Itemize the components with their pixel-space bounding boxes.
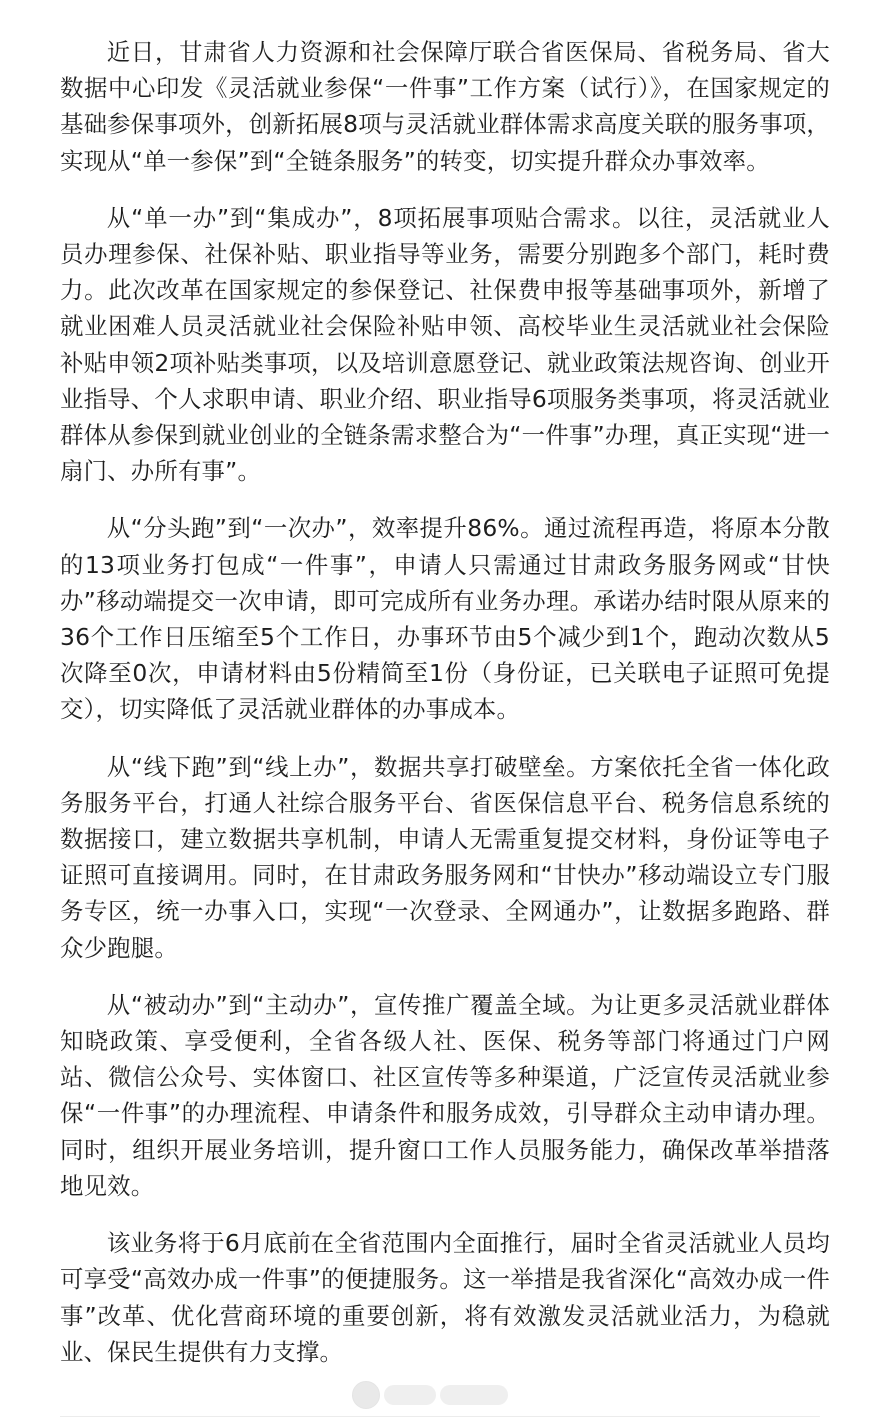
watermark xyxy=(352,1380,510,1410)
watermark-bar xyxy=(440,1385,508,1405)
bottom-divider xyxy=(60,1416,820,1417)
paragraph-intro: 近日，甘肃省人力资源和社会保障厅联合省医保局、省税务局、省大数据中心印发《灵活就业参保“一件事”工作方案（试行）》，在国家规定的基础参保事项外，创新拓展8项与灵活就业群体需求高度关联的服务事项，实现从“单一参保”到“全链条服务”的转变，切实提升群众办事效率。 xyxy=(60,38,830,175)
paragraph-online-service: 从“线下跑”到“线上办”，数据共享打破壁垒。方案依托全省一体化政务服务平台，打通人社综合服务平台、省医保信息平台、税务信息系统的数据接口，建立数据共享机制，申请人无需重复提交材料，身份证等电子证照可直接调用。同时，在甘肃政务服务网和“甘快办”移动端设立专门服务专区，统一办事入口，实现“一次登录、全网通办”，让数据多跑路、群众少跑腿。 xyxy=(60,752,830,962)
paragraph-integrated-service: 从“单一办”到“集成办”，8项拓展事项贴合需求。以往，灵活就业人员办理参保、社保补贴、职业指导等业务，需要分别跑多个部门，耗时费力。此次改革在国家规定的参保登记、社保费申报等基础事项外，新增了就业困难人员灵活就业社会保险补贴申领、高校毕业生灵活就业社会保险补贴申领2项补贴类事项，以及培训意愿登记、就业政策法规咨询、创业开业指导、个人求职申请、职业介绍、职业指导6项服务类事项，将灵活就业群体从参保到就业创业的全链条需求整合为“一件事”办理，真正实现“进一扇门、办所有事”。 xyxy=(60,203,830,486)
paragraph-one-time-service: 从“分头跑”到“一次办”，效率提升86%。通过流程再造，将原本分散的13项业务打包成“一件事”，申请人只需通过甘肃政务服务网或“甘快办”移动端提交一次申请，即可完成所有业务办理。承诺办结时限从原来的36个工作日压缩至5个工作日，办事环节由5个减少到1个，跑动次数从5次降至0次，申请材料由5份精简至1份（身份证，已关联电子证照可免提交），切实降低了灵活就业群体的办事成本。 xyxy=(60,514,830,724)
watermark-logo-icon xyxy=(352,1381,380,1409)
paragraph-proactive-service: 从“被动办”到“主动办”，宣传推广覆盖全域。为让更多灵活就业群体知晓政策、享受便利，全省各级人社、医保、税务等部门将通过门户网站、微信公众号、实体窗口、社区宣传等多种渠道，广泛宣传灵活就业参保“一件事”的办理流程、申请条件和服务成效，引导群众主动申请办理。同时，组织开展业务培训，提升窗口工作人员服务能力，确保改革举措落地见效。 xyxy=(60,990,830,1200)
watermark-bar xyxy=(384,1385,436,1405)
paragraph-conclusion: 该业务将于6月底前在全省范围内全面推行，届时全省灵活就业人员均可享受“高效办成一件事”的便捷服务。这一举措是我省深化“高效办成一件事”改革、优化营商环境的重要创新，将有效激发灵活就业活力，为稳就业、保民生提供有力支撑。 xyxy=(60,1229,830,1366)
article-body xyxy=(60,34,830,1391)
